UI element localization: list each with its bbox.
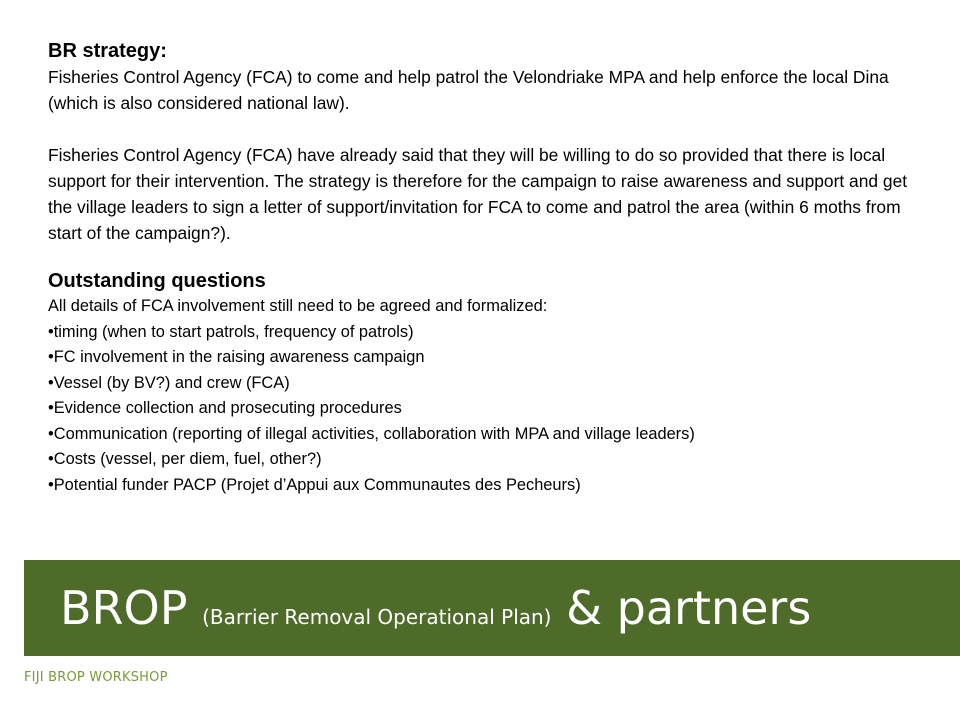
list-item: •timing (when to start patrols, frequency of patrols) — [48, 322, 414, 341]
strategy-paragraph-2: Fisheries Control Agency (FCA) have already said that they will be willing to do so provided that there is local support for their intervention. The strategy is therefore for the campaign to raise awareness and support and get the village leaders to sign a letter of support/invitation for FCA to come and patrol the area (within 6 moths from start of the campaign?). — [48, 145, 908, 243]
title-banner — [24, 560, 960, 656]
list-item: •Potential funder PACP (Projet d’Appui aux Communautes des Pecheurs) — [48, 475, 581, 494]
list-item: •Vessel (by BV?) and crew (FCA) — [48, 373, 290, 392]
title-main: BROP — [60, 581, 188, 635]
slide-title — [60, 578, 811, 647]
strategy-heading: BR strategy: — [48, 40, 167, 62]
title-end: & partners — [566, 581, 812, 635]
questions-heading: Outstanding questions — [48, 270, 266, 292]
questions-list — [48, 320, 928, 499]
list-item: •FC involvement in the raising awareness campaign — [48, 348, 425, 366]
list-item: •Evidence collection and prosecuting procedures — [48, 399, 402, 417]
list-item: •Costs (vessel, per diem, fuel, other?) — [48, 450, 322, 468]
footer-label: FIJI BROP WORKSHOP — [24, 670, 168, 685]
slide-content — [48, 38, 928, 498]
title-subtitle: (Barrier Removal Operational Plan) — [202, 605, 552, 629]
list-item: •Communication (reporting of illegal activities, collaboration with MPA and village leaders) — [48, 424, 695, 443]
questions-intro: All details of FCA involvement still need to be agreed and formalized: — [48, 297, 548, 315]
strategy-paragraph-1: Fisheries Control Agency (FCA) to come and help patrol the Velondriake MPA and help enforce the local Dina (which is also considered national law). — [48, 67, 889, 113]
